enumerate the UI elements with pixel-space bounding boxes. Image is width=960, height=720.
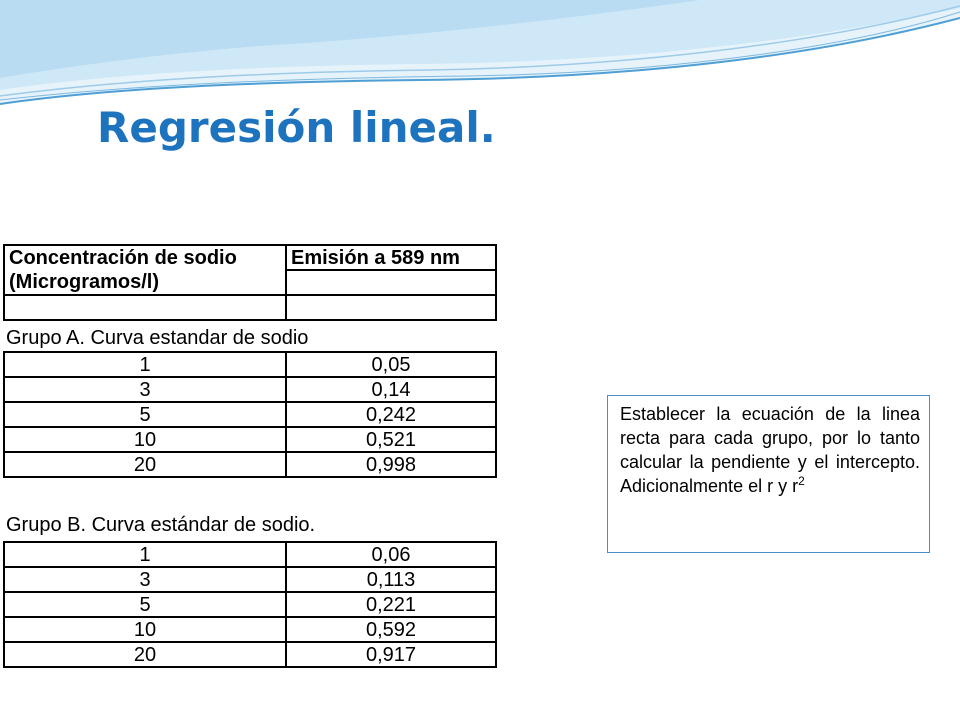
instruction-note-box bbox=[607, 395, 930, 553]
group-b-label: Grupo B. Curva estándar de sodio. bbox=[6, 514, 316, 536]
header-row bbox=[4, 245, 496, 270]
header-row bbox=[4, 270, 496, 295]
header-table bbox=[3, 244, 497, 321]
group-b-table bbox=[3, 541, 497, 668]
emission-cell: 0,521 bbox=[286, 427, 496, 452]
emission-cell: 0,242 bbox=[286, 402, 496, 427]
table-row bbox=[4, 642, 496, 667]
header-empty-cell bbox=[4, 295, 286, 320]
concentration-cell: 5 bbox=[4, 592, 286, 617]
header-wave-decoration bbox=[0, 0, 960, 110]
concentration-cell: 3 bbox=[4, 377, 286, 402]
header-empty-cell bbox=[286, 270, 496, 295]
emission-cell: 0,05 bbox=[286, 352, 496, 377]
concentration-cell: 3 bbox=[4, 567, 286, 592]
table-row bbox=[4, 542, 496, 567]
header-row bbox=[4, 295, 496, 320]
table-row bbox=[4, 617, 496, 642]
superscript-exponent: 2 bbox=[798, 474, 805, 488]
emission-cell: 0,917 bbox=[286, 642, 496, 667]
concentration-cell: 20 bbox=[4, 452, 286, 477]
emission-cell: 0,592 bbox=[286, 617, 496, 642]
table-row bbox=[4, 567, 496, 592]
header-concentration-label: Concentración de sodio bbox=[4, 245, 286, 270]
table-row bbox=[4, 352, 496, 377]
concentration-cell: 20 bbox=[4, 642, 286, 667]
emission-cell: 0,998 bbox=[286, 452, 496, 477]
instruction-text: Establecer la ecuación de la linea recta para cada grupo, por lo tanto calcular la pendiente y el intercepto. Adicionalmente el r y r bbox=[620, 404, 920, 496]
emission-cell: 0,221 bbox=[286, 592, 496, 617]
concentration-cell: 1 bbox=[4, 542, 286, 567]
slide-title: Regresión lineal. bbox=[97, 103, 496, 152]
emission-cell: 0,06 bbox=[286, 542, 496, 567]
header-units-label: (Microgramos/l) bbox=[4, 270, 286, 295]
table-row bbox=[4, 427, 496, 452]
concentration-cell: 1 bbox=[4, 352, 286, 377]
emission-cell: 0,14 bbox=[286, 377, 496, 402]
table-row bbox=[4, 377, 496, 402]
group-a-table bbox=[3, 351, 497, 478]
concentration-cell: 5 bbox=[4, 402, 286, 427]
table-row bbox=[4, 452, 496, 477]
group-a-label: Grupo A. Curva estandar de sodio bbox=[6, 327, 309, 349]
table-row bbox=[4, 592, 496, 617]
concentration-cell: 10 bbox=[4, 427, 286, 452]
emission-cell: 0,113 bbox=[286, 567, 496, 592]
concentration-cell: 10 bbox=[4, 617, 286, 642]
header-empty-cell bbox=[286, 295, 496, 320]
table-row bbox=[4, 402, 496, 427]
header-emission-label: Emisión a 589 nm bbox=[286, 245, 496, 270]
